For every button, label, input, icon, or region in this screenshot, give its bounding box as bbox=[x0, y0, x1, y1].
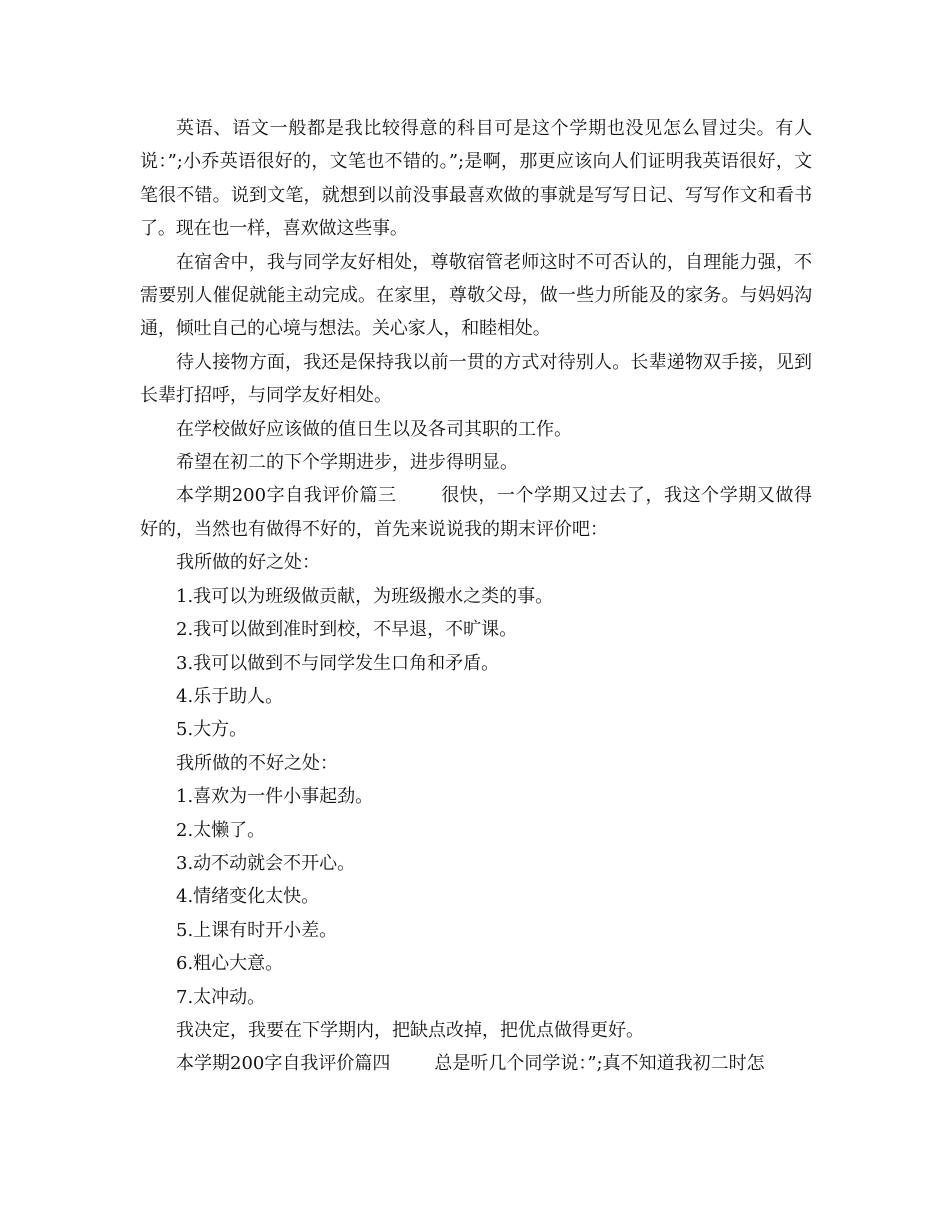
list-item: 1.喜欢为一件小事起劲。 bbox=[176, 786, 374, 808]
conclusion-paragraph: 我决定，我要在下学期内，把缺点改掉，把优点做得更好。 bbox=[176, 1019, 644, 1041]
paragraph: 英语、语文一般都是我比较得意的科目可是这个学期也没见怎么冒过尖。有人说：”;小乔英语很好的，文笔也不错的。”;是啊，那更应该向人们证明我英语很好，文笔很不错。说到文笔，就想到以前没事最喜欢做的事就是写写日记、写写作文和看书了。现在也一样，喜欢做这些事。 bbox=[140, 118, 812, 240]
list-item: 7.太冲动。 bbox=[176, 986, 266, 1008]
document-body bbox=[140, 112, 812, 1081]
good-points-heading: 我所做的好之处： bbox=[176, 552, 320, 574]
list-item: 6.粗心大意。 bbox=[176, 953, 284, 975]
section-heading: 本学期200字自我评价篇四 bbox=[176, 1053, 391, 1075]
section-text: 总是听几个同学说：”;真不知道我初二时怎 bbox=[434, 1053, 765, 1075]
section-text: 很快，一个学期又过去了，我这个学期又做得好的，当然也有做得不好的，首先来说说我的期末评价吧： bbox=[140, 485, 813, 540]
section-four bbox=[140, 1047, 812, 1080]
list-item: 4.乐于助人。 bbox=[176, 685, 284, 707]
list-item: 5.上课有时开小差。 bbox=[176, 919, 338, 941]
list-item: 4.情绪变化太快。 bbox=[176, 886, 320, 908]
list-item: 3.动不动就会不开心。 bbox=[176, 852, 356, 874]
list-item: 5.大方。 bbox=[176, 719, 248, 741]
section-heading: 本学期200字自我评价篇三 bbox=[176, 485, 397, 507]
list-item: 3.我可以做到不与同学发生口角和矛盾。 bbox=[176, 652, 500, 674]
list-item: 2.我可以做到准时到校，不早退，不旷课。 bbox=[176, 619, 518, 641]
paragraph: 待人接物方面，我还是保持我以前一贯的方式对待别人。长辈递物双手接，见到长辈打招呼，与同学友好相处。 bbox=[140, 351, 812, 407]
paragraph: 在宿舍中，我与同学友好相处，尊敬宿管老师这时不可否认的，自理能力强，不需要别人催促就能主动完成。在家里，尊敬父母，做一些力所能及的家务。与妈妈沟通，倾吐自己的心境与想法。关心家人，和睦相处。 bbox=[140, 251, 812, 340]
section-three bbox=[140, 479, 812, 546]
bad-points-heading: 我所做的不好之处： bbox=[176, 752, 338, 774]
paragraph: 希望在初二的下个学期进步，进步得明显。 bbox=[176, 452, 518, 474]
list-item: 1.我可以为班级做贡献，为班级搬水之类的事。 bbox=[176, 585, 554, 607]
list-item: 2.太懒了。 bbox=[176, 819, 266, 841]
paragraph: 在学校做好应该做的值日生以及各司其职的工作。 bbox=[176, 418, 572, 440]
